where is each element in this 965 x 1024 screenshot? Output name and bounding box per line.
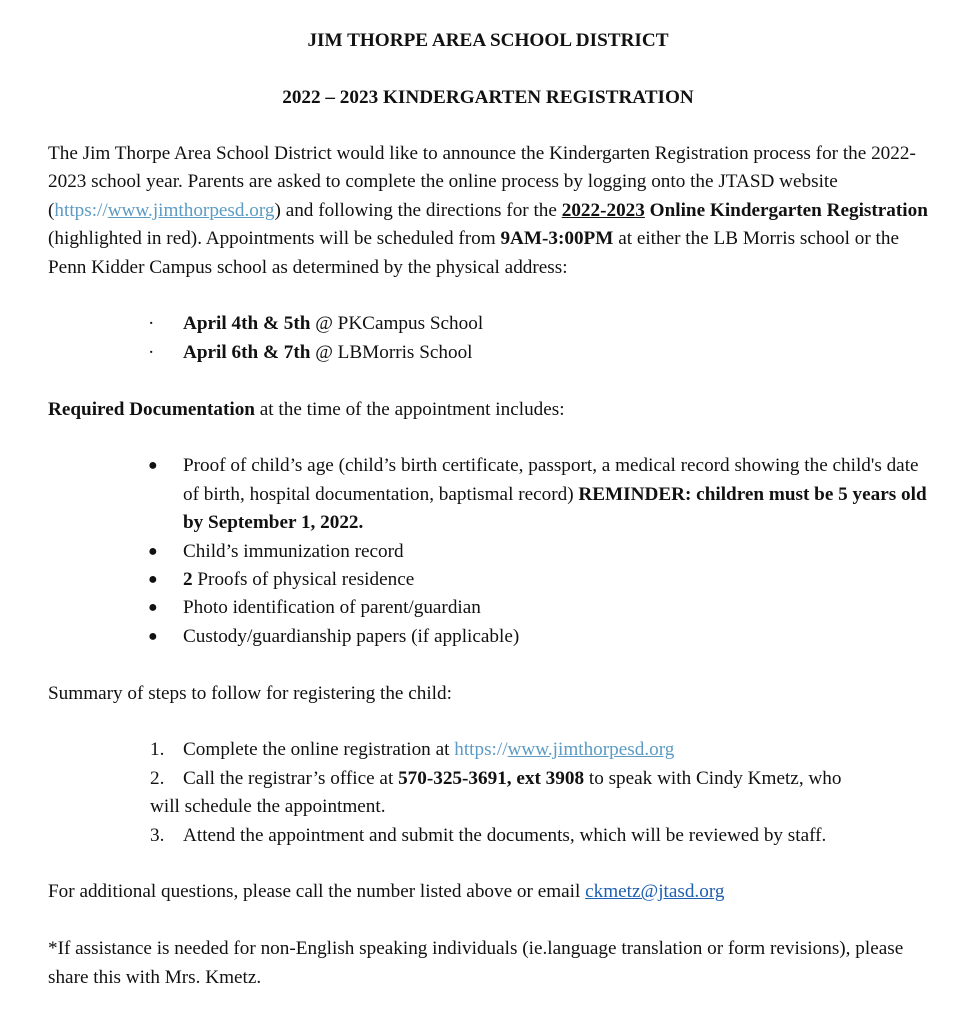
list-item: 1. Complete the online registration at https://www.jimthorpesd.org xyxy=(150,739,675,761)
list-item: 3. Attend the appointment and submit the documents, which will be reviewed by staff. xyxy=(150,824,827,846)
registration-dates-list xyxy=(48,310,928,367)
list-item: ● Custody/guardianship papers (if applicable) xyxy=(148,625,520,647)
list-item: · April 6th & 7th @ LBMorris School xyxy=(148,341,473,363)
district-website-link[interactable]: https://www.jimthorpesd.org xyxy=(54,199,275,221)
list-item: ● Child’s immunization record xyxy=(148,540,404,562)
district-heading: JIM THORPE AREA SCHOOL DISTRICT xyxy=(307,30,669,51)
intro-paragraph: The Jim Thorpe Area School District would like to announce the Kindergarten Registration process for the 2022-2023 school year. Parents are asked to complete the online process by logging onto the JTASD website (https://www.jimthorpesd.org) and following the directions for the 2022-2023 Online Kindergarten Registration (highlighted in red). Appointments will be scheduled from 9AM-3:00PM at either the LB Morris school or the Penn Kidder Campus school as determined by the physical address: xyxy=(48,143,928,278)
list-item: ● Photo identification of parent/guardian xyxy=(148,597,481,619)
required-docs-list xyxy=(48,452,928,651)
required-docs-heading: Required Documentation at the time of the appointment includes: xyxy=(48,398,565,420)
document-page xyxy=(48,27,928,992)
registration-website-link[interactable]: https://www.jimthorpesd.org xyxy=(454,739,675,761)
contact-line: For additional questions, please call the number listed above or email ckmetz@jtasd.org xyxy=(48,881,725,903)
list-item: · April 4th & 5th @ PKCampus School xyxy=(148,313,484,335)
summary-intro: Summary of steps to follow for registering the child: xyxy=(48,682,452,704)
list-item: 2. Call the registrar’s office at 570-325-3691, ext 3908 to speak with Cindy Kmetz, who will schedule the appointment. xyxy=(150,767,842,818)
list-item: ● Proof of child’s age (child’s birth certificate, passport, a medical record showing the child's date of birth, hospital documentation, baptismal record) REMINDER: children must be 5 years old by September 1, 2022. xyxy=(148,455,927,534)
email-link[interactable]: ckmetz@jtasd.org xyxy=(585,881,725,903)
registration-steps-list xyxy=(48,736,928,850)
footnote: *If assistance is needed for non-English speaking individuals (ie.language translation or form revisions), please share this with Mrs. Kmetz. xyxy=(48,938,904,988)
list-item: ● 2 Proofs of physical residence xyxy=(148,569,415,591)
registration-title: 2022 – 2023 KINDERGARTEN REGISTRATION xyxy=(282,87,694,108)
